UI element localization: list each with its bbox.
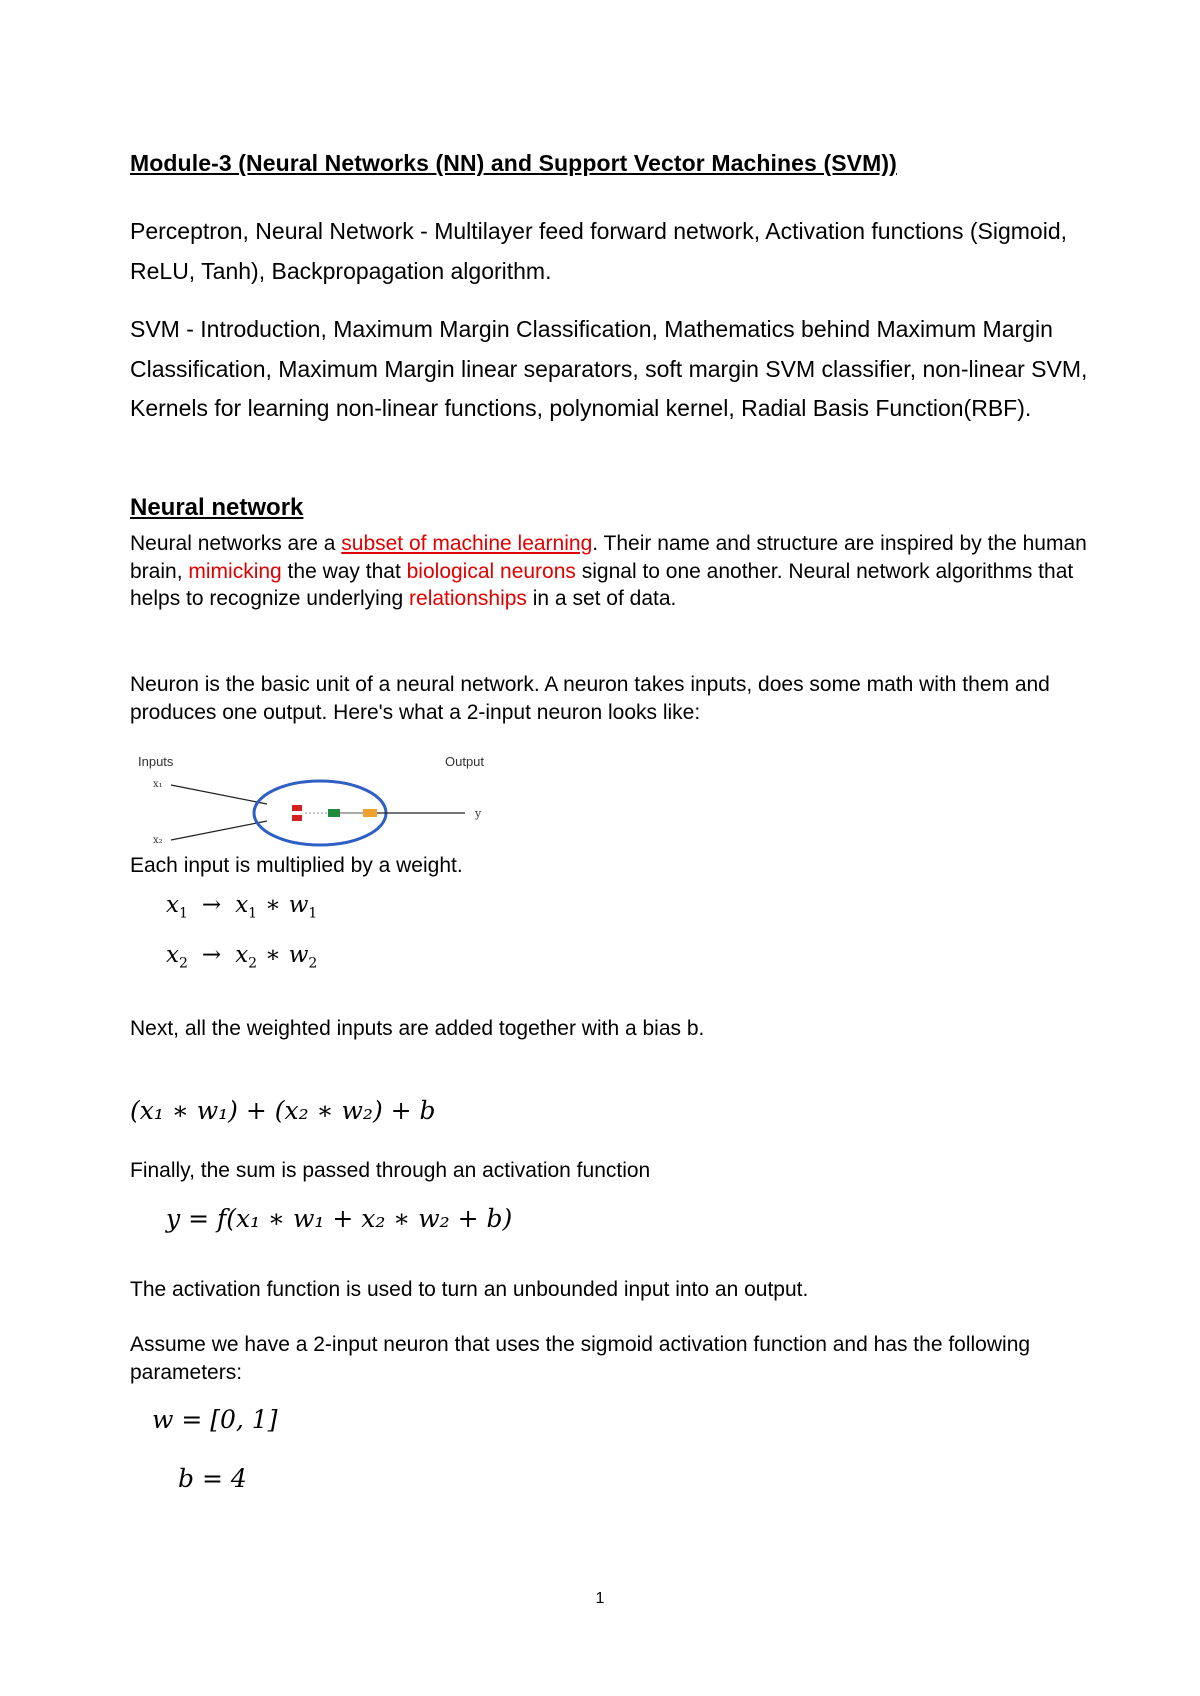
weighted-sum-equation: (x₁ ∗ w₁) + (x₂ ∗ w₂) + b xyxy=(130,1096,436,1125)
syllabus-nn-topics: Perceptron, Neural Network - Multilayer feed forward network, Activation functions (Sigmoid, ReLU, Tanh), Backpropagation algorithm. xyxy=(130,218,1068,284)
intro-text-1: Neural networks are a xyxy=(130,532,342,555)
subset-of-machine-learning-link[interactable]: subset of machine learning xyxy=(341,532,593,555)
activation-sentence: Finally, the sum is passed through an activation function xyxy=(130,1159,651,1182)
activation-box xyxy=(363,809,377,817)
x2-label: x₂ xyxy=(153,835,163,846)
equation-1: $x_1 \to x_1$ ∗ $w_1$ xyxy=(166,892,318,922)
unbounded-sentence: The activation function is used to turn an unbounded input into an output. xyxy=(130,1278,809,1301)
syllabus-svm-topics: SVM - Introduction, Maximum Margin Classification, Mathematics behind Maximum Margin Classification, Maximum Margin linear separators, soft margin SVM classifier, non-linear SVM, Kernels for learning non-linear functions, polynomial kernel, Radial Basis Function(RBF). xyxy=(130,316,1088,421)
relationships-highlight: relationships xyxy=(409,587,527,610)
weight-sentence: Each input is multiplied by a weight. xyxy=(130,854,463,877)
equation-2: $x_2 \to x_2$ ∗ $w_2$ xyxy=(166,942,318,972)
section-heading: Neural network xyxy=(130,494,304,521)
neuron-paragraph: Neuron is the basic unit of a neural network. A neuron takes inputs, does some math with them and produces one output. Here's what a 2-input neuron looks like: xyxy=(130,673,1050,724)
intro-paragraph xyxy=(130,530,1090,613)
activation-equation: y = f(x₁ ∗ w₁ + x₂ ∗ w₂ + b) xyxy=(166,1204,513,1233)
assume-paragraph: Assume we have a 2-input neuron that uses the sigmoid activation function and has the following parameters: xyxy=(130,1333,1031,1384)
intro-text-2: . Their name and structure are inspired by the human brain, xyxy=(130,532,1087,583)
sum-box xyxy=(328,809,340,817)
x1-label: x₁ xyxy=(153,779,163,790)
bias-sentence: Next, all the weighted inputs are added together with a bias b. xyxy=(130,1017,705,1040)
intro-text-4: signal to one another. Neural network algorithms that helps to recognize underlying xyxy=(130,559,1074,610)
parameter-w: w = [0, 1] xyxy=(152,1405,278,1434)
weight-box-2 xyxy=(292,815,302,821)
input-line-2 xyxy=(171,821,267,840)
biological-neurons-highlight: biological neurons xyxy=(406,559,576,583)
inputs-label: Inputs xyxy=(138,755,174,769)
y-label: y xyxy=(475,807,482,820)
input-line-1 xyxy=(171,785,267,804)
output-label: Output xyxy=(445,755,485,769)
mimicking-highlight: mimicking xyxy=(188,559,282,583)
weight-box-1 xyxy=(292,805,302,811)
intro-text-5: in a set of data. xyxy=(526,587,677,610)
neuron-diagram xyxy=(135,755,525,850)
intro-text-3: the way that xyxy=(281,559,407,583)
page-title: Module-3 (Neural Networks (NN) and Support Vector Machines (SVM)) xyxy=(130,150,897,176)
page-number: 1 xyxy=(595,1590,605,1607)
parameter-b: b = 4 xyxy=(178,1464,247,1493)
